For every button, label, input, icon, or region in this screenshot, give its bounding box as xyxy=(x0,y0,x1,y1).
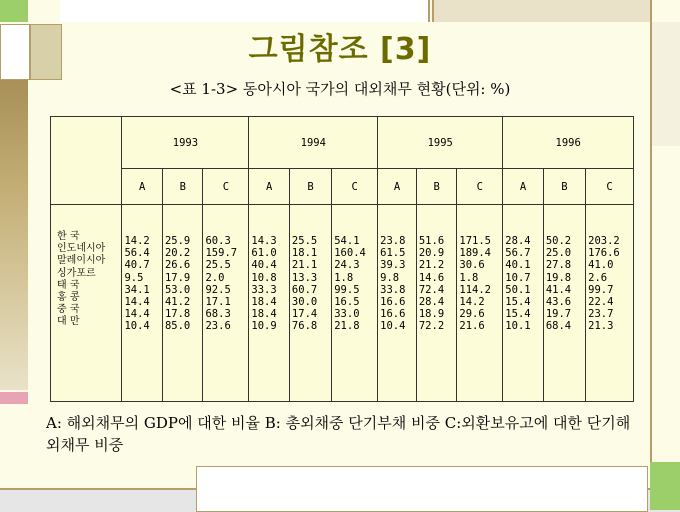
value-cell: 54.1 160.4 24.3 1.8 99.5 16.5 33.0 21.8 xyxy=(332,205,378,402)
table-footnote: A: 해외채무의 GDP에 대한 비율 B: 총외채중 단기부채 비중 C:외환보유고에 대한 단기해외채무 비중 xyxy=(46,414,631,454)
country-label: 한 국 xyxy=(57,231,80,242)
value-cell: 28.4 56.7 40.1 10.7 50.1 15.4 15.4 10.1 xyxy=(503,205,544,402)
country-label: 홍 콩 xyxy=(57,292,80,304)
debt-table xyxy=(50,116,634,402)
sub-header-c: C xyxy=(586,169,634,205)
slide-title: 그림참조 [3] xyxy=(248,32,432,67)
sub-header-b: B xyxy=(289,169,331,205)
value-cell: 171.5 189.4 30.6 1.8 114.2 14.2 29.6 21.6 xyxy=(457,205,503,402)
value-cell: 14.2 56.4 40.7 9.5 34.1 14.4 14.4 10.4 xyxy=(122,205,163,402)
country-label: 인도네시아 xyxy=(57,243,106,255)
year-header: 1996 xyxy=(503,117,634,169)
country-label: 대 만 xyxy=(57,316,80,328)
value-cell: 25.9 20.2 26.6 17.9 53.0 41.2 17.8 85.0 xyxy=(162,205,203,402)
deco-pink-left xyxy=(0,392,28,404)
value-cell: 25.5 18.1 21.1 13.3 60.7 30.0 17.4 76.8 xyxy=(289,205,331,402)
deco-white-bottom xyxy=(196,466,648,512)
value-cell: 50.2 25.0 27.8 19.8 41.4 43.6 19.7 68.4 xyxy=(543,205,585,402)
sub-header-b: B xyxy=(162,169,203,205)
country-label: 싱가포르 xyxy=(57,267,96,279)
country-label: 중 국 xyxy=(57,304,80,316)
sub-header-c: C xyxy=(203,169,249,205)
value-cell: 51.6 20.9 21.2 14.6 72.4 28.4 18.9 72.2 xyxy=(416,205,457,402)
deco-green-top-left xyxy=(0,0,28,22)
year-header: 1994 xyxy=(249,117,378,169)
sub-header-c: C xyxy=(457,169,503,205)
table-caption: <표 1-3> 동아시아 국가의 대외채무 현황(단위: %) xyxy=(169,80,511,98)
sub-header-b: B xyxy=(543,169,585,205)
country-label: 태 국 xyxy=(57,279,80,291)
year-header: 1993 xyxy=(122,117,249,169)
value-cell: 60.3 159.7 25.5 2.0 92.5 17.1 68.3 23.6 xyxy=(203,205,249,402)
deco-white-top xyxy=(60,0,430,22)
country-list xyxy=(51,205,122,402)
year-header: 1995 xyxy=(378,117,503,169)
country-label: 말레이시아 xyxy=(57,255,106,267)
sub-header-c: C xyxy=(332,169,378,205)
sub-header-b: B xyxy=(416,169,457,205)
value-cell: 23.8 61.5 39.3 9.8 33.8 16.6 16.6 10.4 xyxy=(378,205,417,402)
corner-cell xyxy=(51,117,122,205)
sub-header-a: A xyxy=(503,169,544,205)
deco-green-bottom-right xyxy=(650,462,680,510)
sub-header-a: A xyxy=(249,169,290,205)
sub-header-a: A xyxy=(122,169,163,205)
value-cell: 14.3 61.0 40.4 10.8 33.3 18.4 18.4 10.9 xyxy=(249,205,290,402)
deco-strip-left xyxy=(0,80,28,390)
deco-tan-top-right xyxy=(432,0,652,22)
sub-header-a: A xyxy=(378,169,417,205)
value-cell: 203.2 176.6 41.0 2.6 99.7 22.4 23.7 21.3 xyxy=(586,205,634,402)
